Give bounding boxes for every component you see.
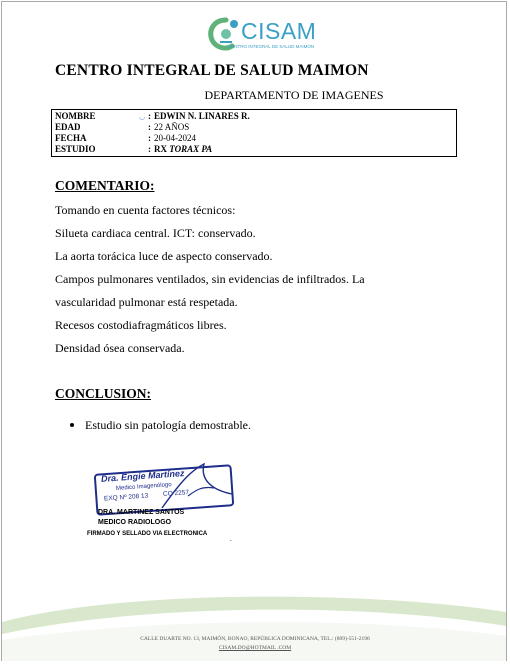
signer-title: MEDICO RADIOLOGO [98,519,172,526]
comment-line: Densidad ósea conservada. [55,341,185,355]
institution-title: CENTRO INTEGRAL DE SALUD MAIMON [55,62,369,79]
footer-email[interactable] [0,645,510,651]
edit-mark-icon: ◡ [139,113,146,121]
comment-line: Tomando en cuenta factores técnicos: [55,203,236,217]
conclusion-item: Estudio sin patología demostrable. [85,418,251,432]
comment-line: Silueta cardiaca central. ICT: conservado. [55,226,256,240]
bullet-icon [70,423,74,427]
comment-line: Campos pulmonares ventilados, sin evidencias de infiltrados. La [55,272,365,286]
info-label: EDAD [55,122,81,132]
info-label: NOMBRE [55,111,96,121]
info-label: ESTUDIO [55,144,96,154]
comment-line: La aorta torácica luce de aspecto conservado. [55,249,273,263]
footer-email-text[interactable]: CISAM.DO@HOTMAIL .COM [218,645,292,651]
info-colon: : [148,144,151,154]
comment-line: vascularidad pulmonar está respetada. [55,295,238,309]
signer-name: DRA. MARTINEZ SANTOS [98,509,185,516]
conclusion-heading: CONCLUSION: [55,386,152,401]
comment-line: Recesos costodiafragmáticos libres. [55,318,227,332]
study-name: TORAX PA [169,144,213,154]
dot-mark: . [230,535,232,543]
patient-name: EDWIN N. LINARES R. [154,111,250,121]
logo-subtitle: CENTRO INTEGRAL DE SALUD MAIMON [228,44,315,49]
patient-age: 22 AÑOS [154,122,190,132]
stamp-name: Dra. Engie Martínez [100,468,185,484]
department-title: DEPARTAMENTO DE IMAGENES [204,88,384,102]
comment-heading: COMENTARIO: [55,178,155,193]
info-colon: : [148,133,151,143]
info-colon: : [148,111,151,121]
signature-note: FIRMADO Y SELLADO VIA ELECTRONICA [87,531,208,537]
study-prefix: RX [154,144,170,154]
info-colon: : [148,122,151,132]
stamp-specialty: Medico Imagenólogo [115,482,172,492]
patient-info-box [51,109,457,157]
study-type [154,144,212,155]
logo-wordmark: CISAM [241,18,317,44]
info-label: FECHA [55,133,87,143]
stamp-exequatur: EXQ Nº 208 13 [103,492,149,503]
footer-address: CALLE DUARTE NO. 13, MAIMÓN, BONAO, REPÚBLICA DOMINICANA, TEL.: (809)-551-2196 [140,636,370,642]
stamp-code: CO 2257 [162,489,190,498]
study-date: 20-04-2024 [154,133,196,143]
